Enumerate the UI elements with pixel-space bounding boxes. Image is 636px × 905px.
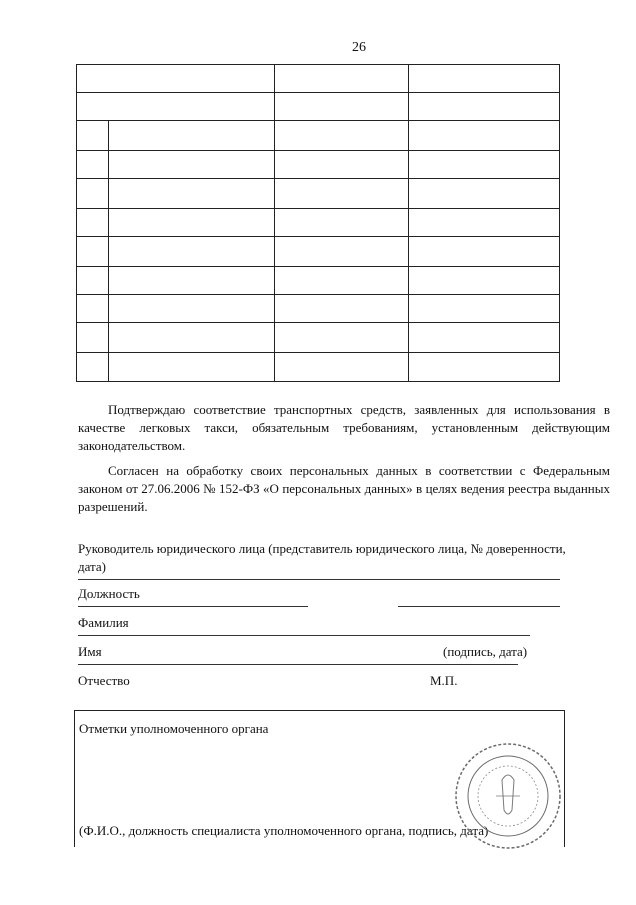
page-number: 26 (352, 40, 366, 55)
table-row-divider (76, 150, 560, 151)
table-column-divider (274, 64, 275, 382)
consent-text: Согласен на обработку своих персональных данных в соответствии с Федеральным законом от 27.06.2006 № 152-ФЗ «О персональных данных» в целях ведения реестра выданных разрешений. (78, 463, 610, 514)
position-label: Должность (78, 586, 140, 601)
table-row-divider (76, 266, 560, 267)
table-border-right (559, 64, 560, 382)
table-row-divider (76, 120, 560, 121)
table-row-divider (76, 236, 560, 237)
table-border-left (76, 64, 77, 382)
table-row-divider (76, 64, 560, 65)
seal-label: М.П. (430, 673, 458, 688)
vehicle-table (76, 64, 560, 382)
table-row-divider (76, 178, 560, 179)
table-row-divider (76, 92, 560, 93)
table-row-divider (76, 352, 560, 353)
table-column-divider (108, 120, 109, 382)
confirmation-text: Подтверждаю соответствие транспортных средств, заявленных для использования в качестве легковых такси, обязательным требованиям, установленным действующим законодательством. (78, 402, 610, 453)
authority-marks-title: Отметки уполномоченного органа (79, 721, 269, 736)
table-row-divider (76, 322, 560, 323)
position-line (78, 606, 308, 607)
consent-paragraph (78, 462, 610, 516)
head-of-entity-label: Руководитель юридического лица (представитель юридического лица, № доверенности, дата) (78, 541, 566, 574)
table-row-divider (76, 294, 560, 295)
surname-line (78, 635, 530, 636)
name-line (78, 664, 518, 665)
table-row-divider (76, 381, 560, 382)
table-column-divider (408, 64, 409, 382)
table-row-divider (76, 208, 560, 209)
signature-date-label: (подпись, дата) (443, 644, 528, 659)
head-signature-line (78, 579, 560, 580)
position-signature-line (398, 606, 560, 607)
name-label: Имя (78, 644, 102, 659)
official-seal-icon (452, 740, 564, 852)
authority-marks-footer: (Ф.И.О., должность специалиста уполномоченного органа, подпись, дата) (79, 823, 489, 838)
surname-label: Фамилия (78, 615, 129, 630)
patronymic-label: Отчество (78, 673, 130, 688)
confirmation-paragraph (78, 401, 610, 455)
